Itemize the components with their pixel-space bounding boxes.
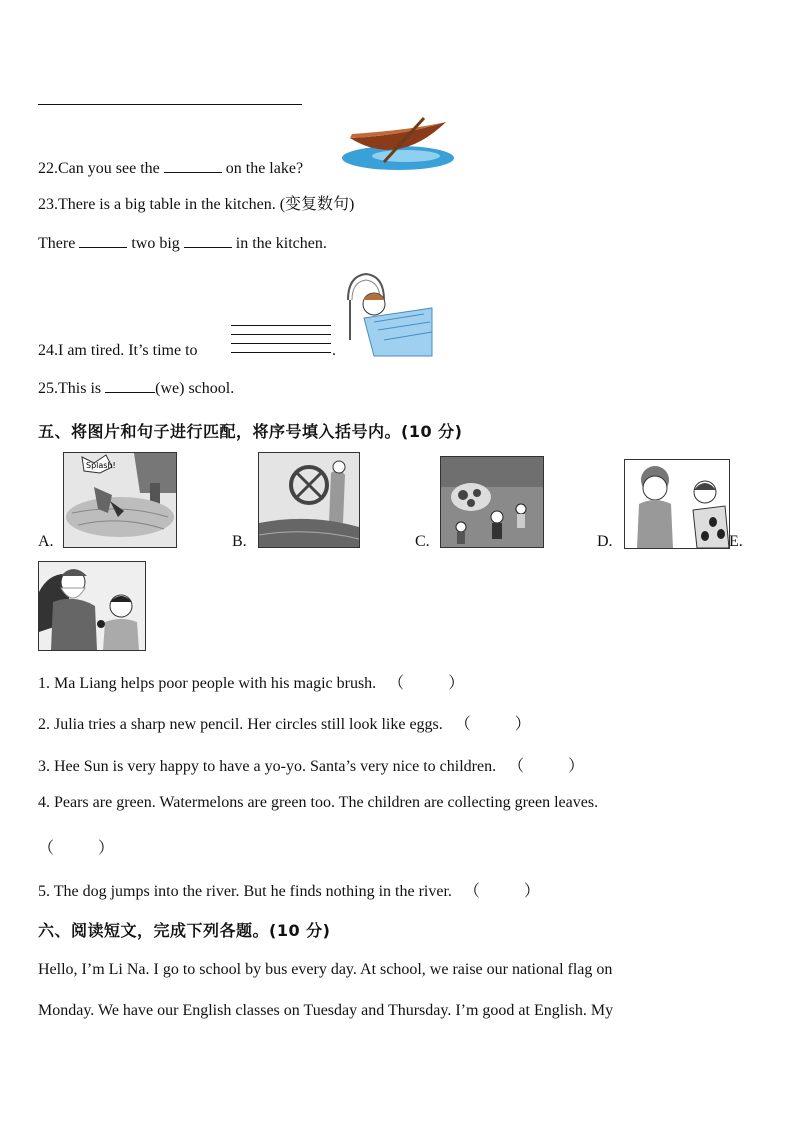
q22-text-before: 22.Can you see the (38, 160, 164, 177)
section-6-heading: 六、阅读短文，完成下列各题。(10 分) (38, 921, 331, 940)
sentence-3 (38, 753, 584, 776)
question-23-answer (38, 233, 327, 253)
picture-b-ma-liang (258, 452, 360, 548)
splash-text: Splash! (86, 461, 116, 470)
question-23: 23.There is a big table in the kitchen. (变复数句) (38, 196, 355, 213)
q24-period: . (332, 342, 336, 359)
picture-c-green-leaves (440, 456, 544, 548)
q23-blank-1[interactable] (79, 233, 127, 248)
sentence-3-answer-paren[interactable]: （ ） (508, 758, 585, 775)
q22-text-after: on the lake? (221, 160, 304, 177)
q25-blank[interactable] (105, 378, 155, 393)
sentence-4-answer-paren[interactable]: （ ） (38, 840, 115, 857)
sentence-4 (38, 794, 598, 812)
section-5-heading: 五、将图片和句子进行匹配，将序号填入括号内。(10 分) (38, 422, 463, 441)
question-25 (38, 378, 234, 398)
q24-answer-lines[interactable] (231, 325, 331, 354)
option-a-label: A. (38, 533, 54, 550)
q24-text: 24.I am tired. It’s time to (38, 342, 198, 359)
sentence-1-answer-paren[interactable]: （ ） (388, 675, 465, 692)
question-22 (38, 158, 303, 178)
q23-part1: There (38, 235, 80, 252)
reading-passage-line-1: Hello, I’m Li Na. I go to school by bus every day. At school, we raise our national flag on (38, 961, 613, 978)
sentence-2-text: 2. Julia tries a sharp new pencil. Her circles still look like eggs. (38, 716, 443, 733)
sentence-5 (38, 878, 540, 901)
q23-blank-2[interactable] (184, 233, 232, 248)
option-c-label: C. (415, 533, 430, 550)
reading-passage-line-2: Monday. We have our English classes on Tuesday and Thursday. I’m good at English. My (38, 1002, 614, 1019)
option-b-label: B. (232, 533, 247, 550)
q23-part2: two big (127, 235, 184, 252)
q25-text-before: 25.This is (38, 380, 106, 397)
question-24 (38, 342, 198, 360)
sleeping-girl-picture (344, 270, 434, 358)
sentence-4-text: 4. Pears are green. Watermelons are green too. The children are collecting green leaves. (38, 794, 599, 811)
sentence-2 (38, 711, 531, 734)
q23-part3: in the kitchen. (231, 235, 327, 252)
q25-text-after: (we) school. (155, 380, 235, 397)
picture-e-santa-yoyo (38, 561, 146, 651)
boat-picture (340, 116, 458, 174)
q22-blank[interactable] (164, 158, 222, 173)
picture-a-dog-river (63, 452, 177, 548)
sentence-5-answer-paren[interactable]: （ ） (463, 883, 540, 900)
sentence-1-text: 1. Ma Liang helps poor people with his magic brush. (38, 675, 377, 692)
sentence-1 (38, 670, 464, 693)
picture-d-circles-eggs (624, 459, 730, 549)
answer-line-top (38, 104, 302, 105)
sentence-2-answer-paren[interactable]: （ ） (454, 716, 531, 733)
sentence-3-text: 3. Hee Sun is very happy to have a yo-yo. Santa’s very nice to children. (38, 758, 497, 775)
option-d-label: D. (597, 533, 613, 550)
option-e-label: E. (729, 533, 743, 550)
sentence-5-text: 5. The dog jumps into the river. But he finds nothing in the river. (38, 883, 452, 900)
